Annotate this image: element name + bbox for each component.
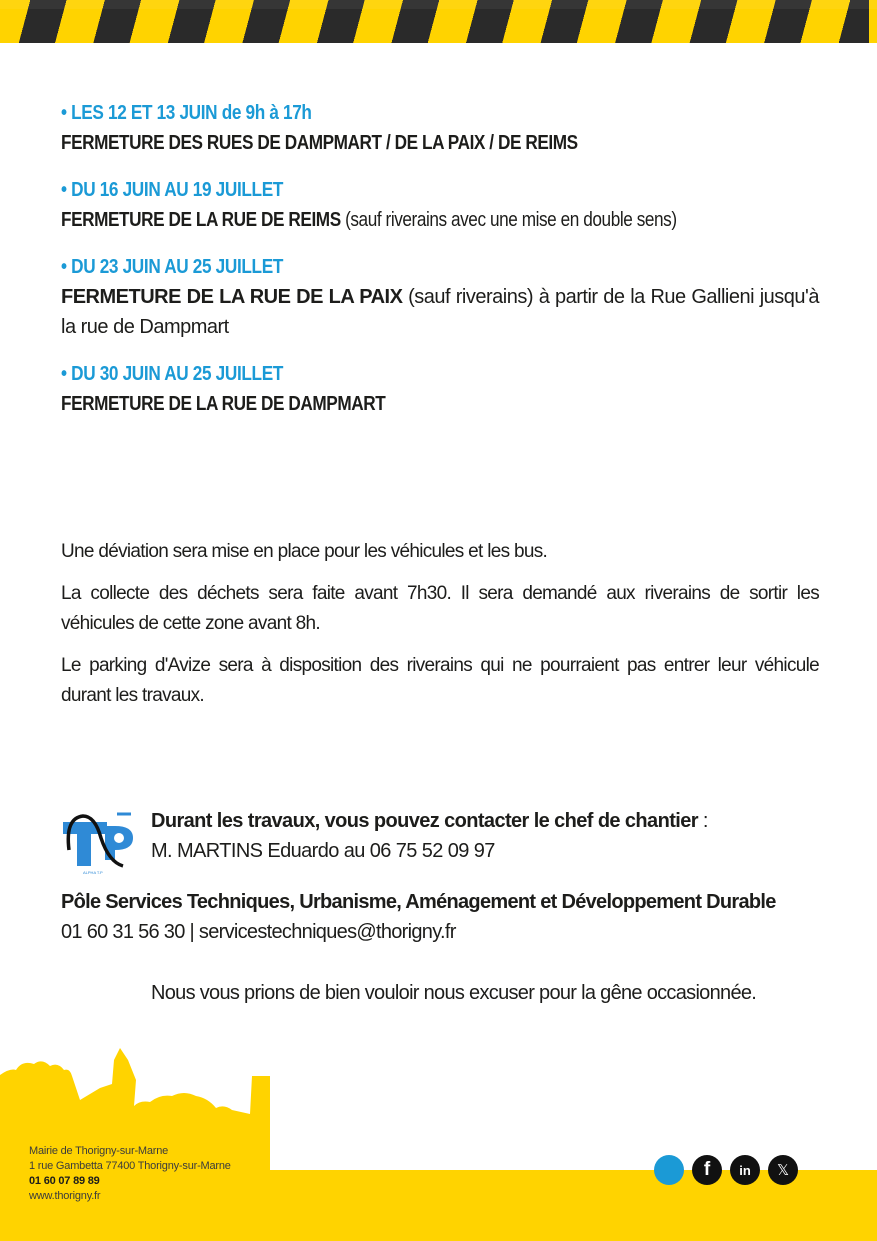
- closure-item: [61, 98, 819, 158]
- closure-date: • DU 16 JUIN AU 19 JUILLET: [61, 179, 284, 201]
- street-address: 1 rue Gambetta 77400 Thorigny-sur-Marne: [29, 1160, 231, 1172]
- website-icon[interactable]: [654, 1155, 684, 1185]
- closure-item: [61, 359, 819, 419]
- town-silhouette: [0, 1040, 877, 1241]
- closure-date: • DU 23 JUIN AU 25 JUILLET: [61, 256, 284, 278]
- contact-person: M. MARTINS Eduardo au 06 75 52 09 97: [151, 840, 495, 862]
- x-icon[interactable]: 𝕏: [768, 1155, 798, 1185]
- closure-item: [61, 252, 819, 342]
- svg-text:ALPHA T.P: ALPHA T.P: [83, 870, 103, 875]
- town-hall-address: [29, 1144, 231, 1204]
- pole-title: Pôle Services Techniques, Urbanisme, Aménagement et Développement Durable: [61, 891, 776, 913]
- detour-info: Une déviation sera mise en place pour les véhicules et les bus.: [61, 541, 548, 562]
- closure-title: FERMETURE DES RUES DE DAMPMART / DE LA PAIX / DE REIMS: [61, 132, 578, 154]
- closure-title: FERMETURE DE LA RUE DE REIMS: [61, 209, 341, 231]
- closure-title: FERMETURE DE LA RUE DE LA PAIX: [61, 286, 403, 308]
- contact-intro: Durant les travaux, vous pouvez contacter le chef de chantier: [151, 810, 698, 832]
- info-paragraphs: [61, 537, 819, 723]
- pole-phone[interactable]: 01 60 31 56 30: [61, 921, 185, 943]
- technical-services: Pôle Services Techniques, Urbanisme, Aménagement et Développement Durable 01 60 31 56 30 | servicestechniques@thorigny.fr: [61, 887, 831, 947]
- facebook-icon[interactable]: f: [692, 1155, 722, 1185]
- hazard-stripe-banner: [0, 0, 877, 43]
- closure-note: (sauf riverains avec une mise en double sens): [340, 209, 677, 231]
- linkedin-icon[interactable]: in: [730, 1155, 760, 1185]
- closures-list: [61, 98, 819, 436]
- footer: [0, 1040, 877, 1241]
- closure-date: • DU 30 JUIN AU 25 JUILLET: [61, 363, 284, 385]
- closure-item: [61, 175, 819, 235]
- pole-email[interactable]: servicestechniques@thorigny.fr: [198, 921, 456, 943]
- closure-date: • LES 12 ET 13 JUIN de 9h à 17h: [61, 102, 312, 124]
- parking-info: Le parking d'Avize sera à disposition des riverains qui ne pourraient pas entrer leur véhicule durant les travaux.: [61, 655, 819, 706]
- town-hall-phone[interactable]: 01 60 07 89 89: [29, 1175, 100, 1187]
- waste-collection-info: La collecte des déchets sera faite avant 7h30. Il sera demandé aux riverains de sortir les véhicules de cette zone avant 8h.: [61, 583, 819, 634]
- org-name: Mairie de Thorigny-sur-Marne: [29, 1145, 169, 1157]
- closure-note: (sauf riverains) à partir de la Rue Gallieni jusqu'à la rue de Dampmart: [61, 286, 819, 338]
- closure-title: FERMETURE DE LA RUE DE DAMPMART: [61, 393, 386, 415]
- website-link[interactable]: www.thorigny.fr: [29, 1190, 101, 1202]
- apology-text: Nous vous prions de bien vouloir nous excuser pour la gêne occasionnée.: [151, 982, 757, 1004]
- alpha-tp-logo: [61, 810, 135, 876]
- social-links: [654, 1155, 798, 1185]
